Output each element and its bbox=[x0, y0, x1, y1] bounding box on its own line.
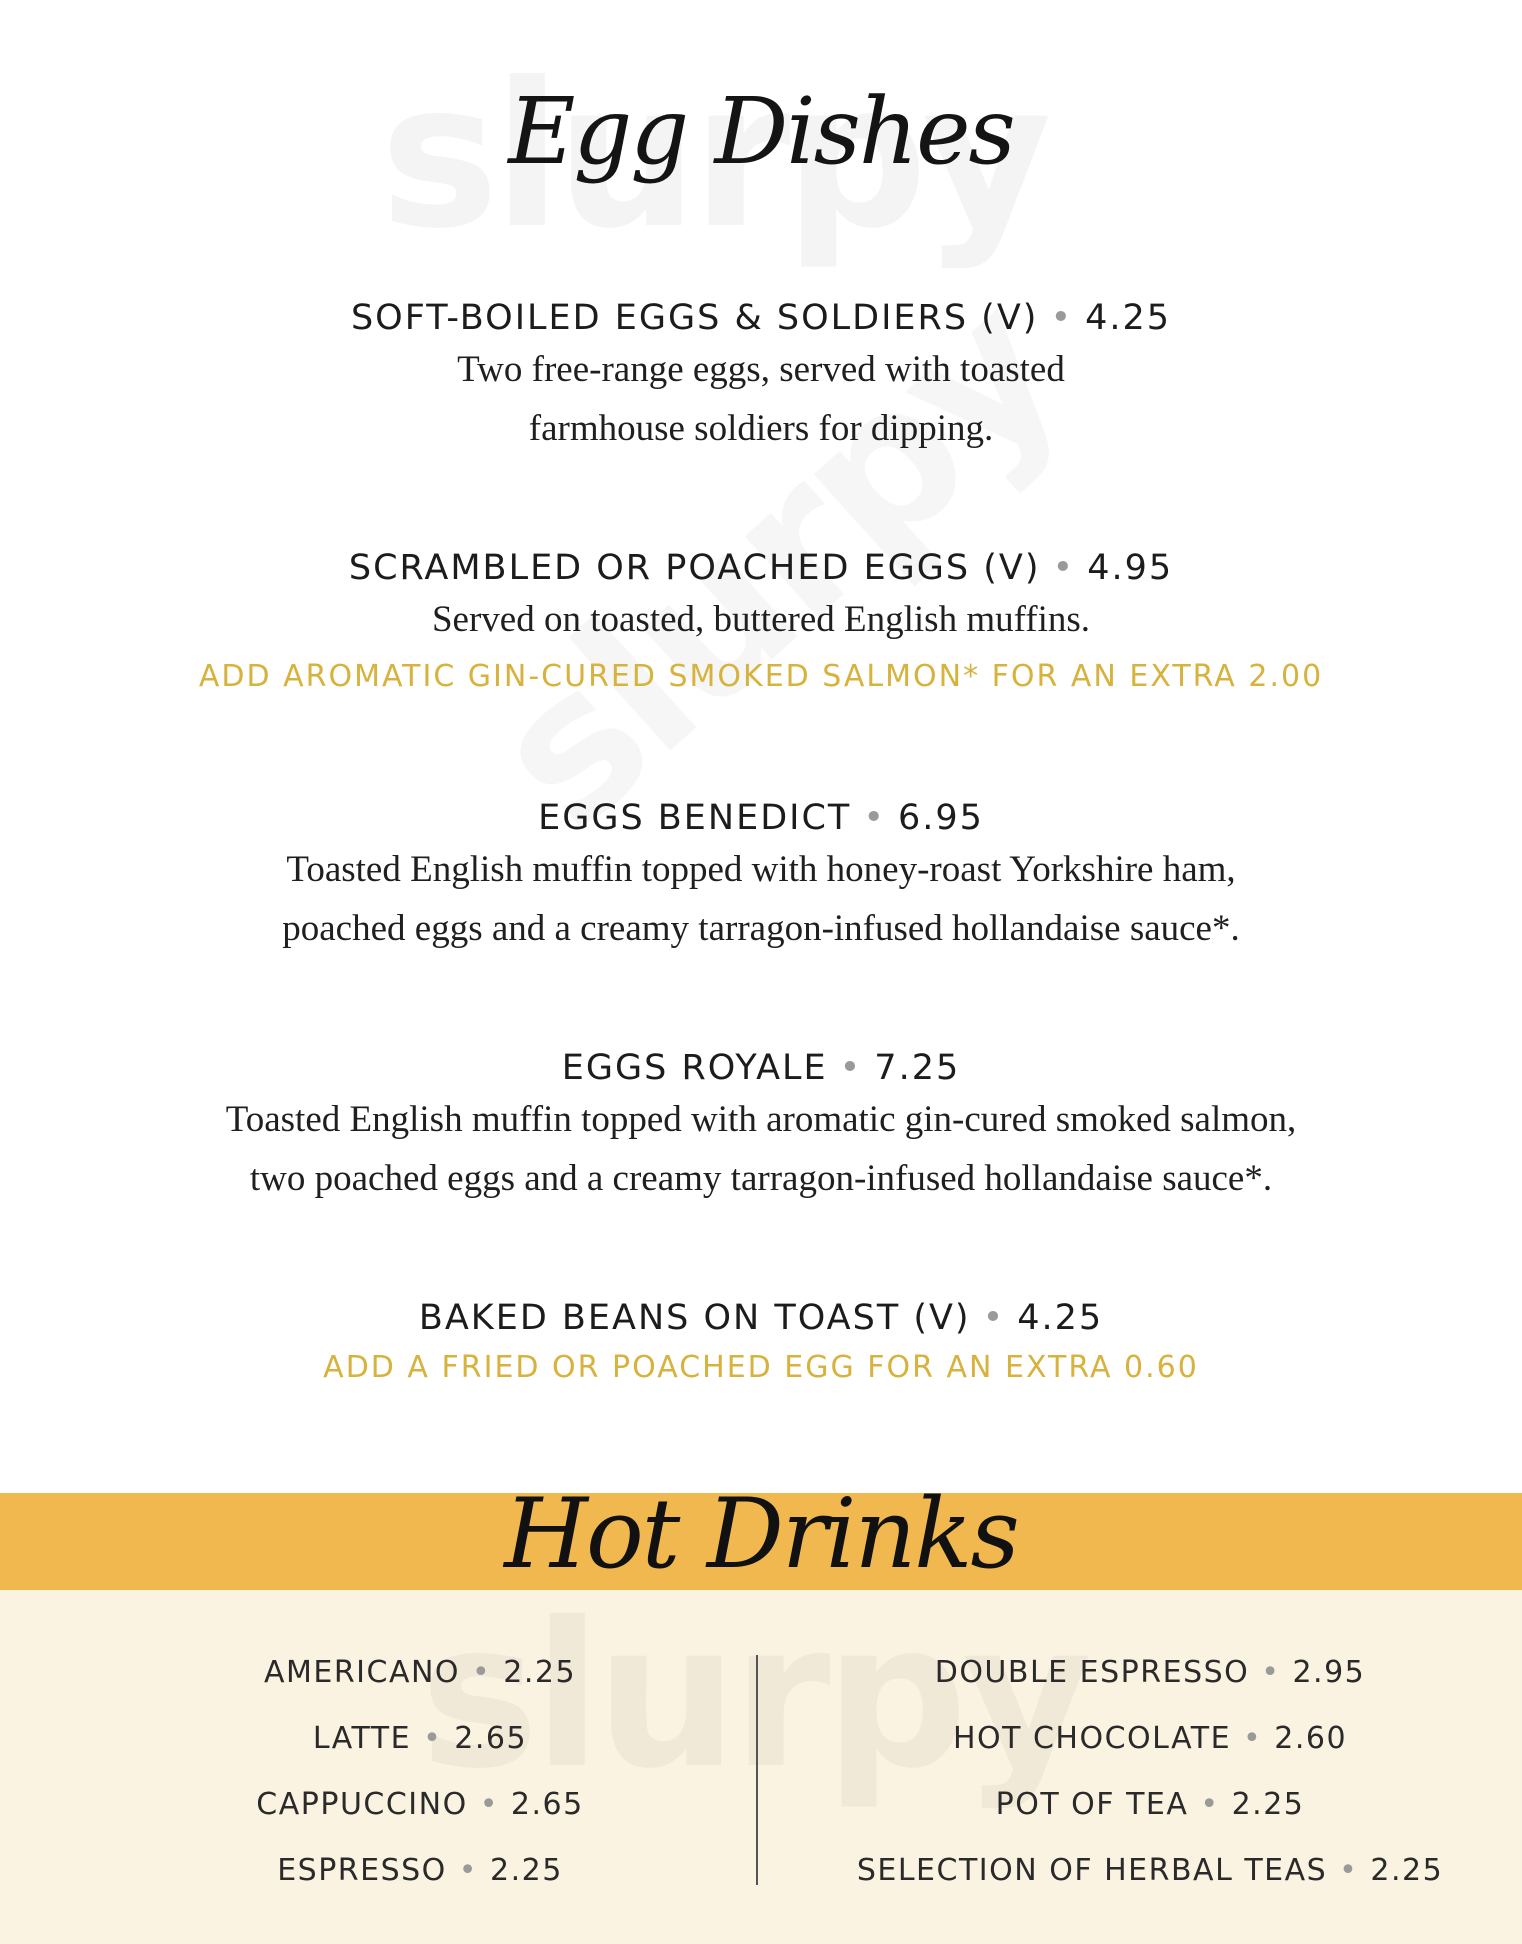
item-description: Toasted English muffin topped with aromatic gin-cured smoked salmon, bbox=[225, 1099, 1297, 1140]
item-description: poached eggs and a creamy tarragon-infused hollandaise sauce*. bbox=[282, 908, 1240, 949]
item-price: 6.95 bbox=[897, 798, 984, 838]
drink-item bbox=[120, 1640, 720, 1706]
item-heading bbox=[0, 296, 1522, 340]
drink-name: AMERICANO bbox=[263, 1655, 461, 1690]
drink-name: POT OF TEA bbox=[995, 1787, 1189, 1822]
separator-dot: • bbox=[863, 798, 886, 838]
item-name: SOFT-BOILED EGGS & SOLDIERS (V) bbox=[350, 298, 1039, 338]
drink-item bbox=[790, 1640, 1510, 1706]
item-heading bbox=[0, 1296, 1522, 1340]
item-name: SCRAMBLED OR POACHED EGGS (V) bbox=[348, 548, 1041, 588]
separator-dot: • bbox=[1261, 1655, 1281, 1690]
drink-name: HOT CHOCOLATE bbox=[952, 1721, 1232, 1756]
menu-item bbox=[0, 1046, 1522, 1208]
item-heading bbox=[0, 796, 1522, 840]
separator-dot: • bbox=[479, 1787, 499, 1822]
item-name: EGGS BENEDICT bbox=[538, 798, 852, 838]
item-description: Two free-range eggs, served with toasted bbox=[457, 349, 1065, 390]
separator-dot: • bbox=[1052, 548, 1076, 588]
menu-item bbox=[0, 296, 1522, 458]
separator-dot: • bbox=[1200, 1787, 1220, 1822]
drink-name: ESPRESSO bbox=[277, 1853, 447, 1888]
column-divider bbox=[756, 1655, 758, 1885]
drink-item bbox=[120, 1706, 720, 1772]
drink-item bbox=[120, 1772, 720, 1838]
item-price: 4.95 bbox=[1087, 548, 1174, 588]
separator-dot: • bbox=[1050, 298, 1074, 338]
separator-dot: • bbox=[839, 1048, 863, 1088]
separator-dot: • bbox=[1243, 1721, 1263, 1756]
drink-price: 2.25 bbox=[1370, 1853, 1444, 1888]
item-description: Served on toasted, buttered English muffins. bbox=[431, 599, 1090, 640]
item-extra-option: ADD A FRIED OR POACHED EGG FOR AN EXTRA 0.60 bbox=[323, 1350, 1199, 1385]
item-extra-option: ADD AROMATIC GIN-CURED SMOKED SALMON* FOR AN EXTRA 2.00 bbox=[198, 659, 1324, 694]
separator-dot: • bbox=[472, 1655, 492, 1690]
item-price: 4.25 bbox=[1085, 298, 1172, 338]
drink-item bbox=[790, 1772, 1510, 1838]
item-description: Toasted English muffin topped with honey-roast Yorkshire ham, bbox=[286, 849, 1236, 890]
drink-name: SELECTION OF HERBAL TEAS bbox=[856, 1853, 1328, 1888]
item-heading bbox=[0, 1046, 1522, 1090]
menu-item bbox=[0, 1296, 1522, 1392]
item-description: farmhouse soldiers for dipping. bbox=[528, 408, 994, 449]
drink-price: 2.95 bbox=[1292, 1655, 1366, 1690]
drink-name: CAPPUCCINO bbox=[256, 1787, 468, 1822]
drink-price: 2.65 bbox=[454, 1721, 528, 1756]
drink-item bbox=[790, 1706, 1510, 1772]
item-description: two poached eggs and a creamy tarragon-infused hollandaise sauce*. bbox=[249, 1158, 1273, 1199]
menu-item bbox=[0, 546, 1522, 701]
drinks-column-right bbox=[790, 1640, 1510, 1904]
drink-name: LATTE bbox=[312, 1721, 412, 1756]
item-price: 4.25 bbox=[1017, 1298, 1104, 1338]
item-price: 7.25 bbox=[874, 1048, 961, 1088]
drinks-column-left bbox=[120, 1640, 720, 1904]
separator-dot: • bbox=[423, 1721, 443, 1756]
separator-dot: • bbox=[982, 1298, 1006, 1338]
menu-item bbox=[0, 796, 1522, 958]
drink-price: 2.65 bbox=[510, 1787, 584, 1822]
drink-item bbox=[120, 1838, 720, 1904]
drink-name: DOUBLE ESPRESSO bbox=[934, 1655, 1250, 1690]
drink-price: 2.60 bbox=[1274, 1721, 1348, 1756]
separator-dot: • bbox=[1339, 1853, 1359, 1888]
drink-price: 2.25 bbox=[503, 1655, 577, 1690]
egg-dishes-title: Egg Dishes bbox=[508, 78, 1014, 185]
drink-item bbox=[790, 1838, 1510, 1904]
item-heading bbox=[0, 546, 1522, 590]
separator-dot: • bbox=[458, 1853, 478, 1888]
item-name: BAKED BEANS ON TOAST (V) bbox=[418, 1298, 971, 1338]
drink-price: 2.25 bbox=[490, 1853, 563, 1888]
drink-price: 2.25 bbox=[1231, 1787, 1305, 1822]
hot-drinks-title: Hot Drinks bbox=[504, 1478, 1018, 1590]
item-name: EGGS ROYALE bbox=[561, 1048, 828, 1088]
